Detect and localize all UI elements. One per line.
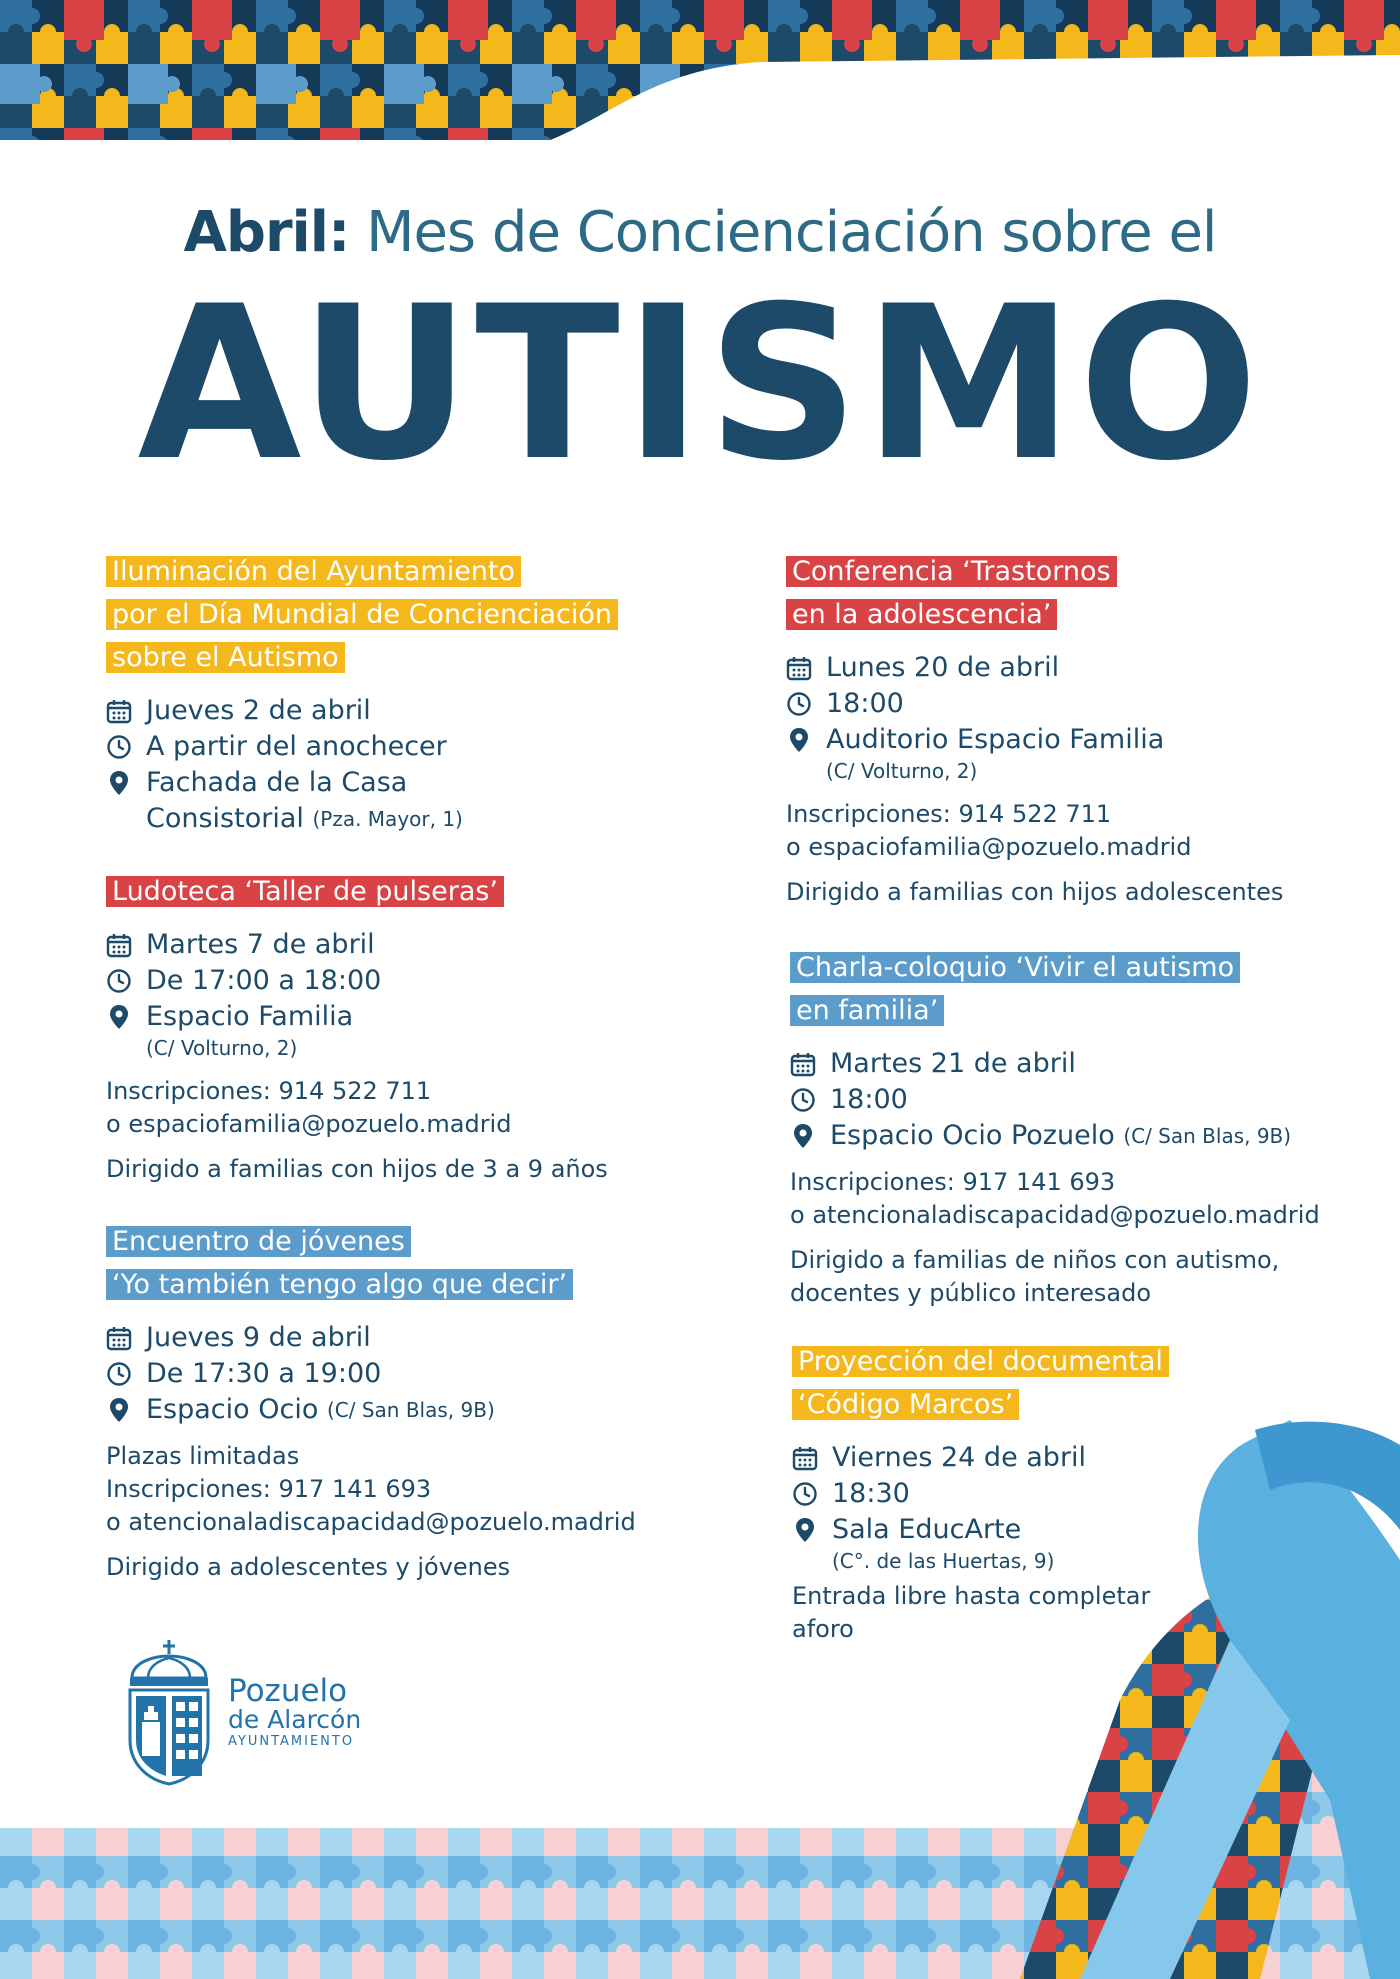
event-place (106, 999, 666, 1035)
audience-line: docentes y público interesado (790, 1279, 1152, 1307)
event-date (790, 1046, 1370, 1082)
calendar-icon (790, 1051, 816, 1077)
event-encuentro-jovenes (106, 1222, 706, 1584)
event-charla-coloquio (790, 948, 1370, 1310)
registration-phone: Inscripciones: 917 141 693 (790, 1168, 1116, 1196)
event-time-text: 18:00 (830, 1084, 908, 1115)
event-time (786, 686, 1346, 722)
event-title (786, 552, 1346, 638)
clock-icon (786, 691, 812, 717)
logo-line-3: AYUNTAMIENTO (228, 1734, 355, 1749)
logo-line-2: de Alarcón (228, 1705, 362, 1734)
page-title: AUTISMO (137, 260, 1263, 507)
event-title-line: Iluminación del Ayuntamiento (106, 556, 521, 587)
event-audience (106, 1551, 706, 1584)
event-time (106, 963, 666, 999)
event-time-text: 18:30 (832, 1478, 910, 1509)
event-date (106, 1320, 706, 1356)
event-place (786, 722, 1346, 758)
audience-line: aforo (792, 1615, 854, 1643)
event-date-text: Martes 21 de abril (830, 1048, 1076, 1079)
event-title-line: ‘Código Marcos’ (792, 1389, 1019, 1420)
calendar-icon (106, 1325, 132, 1351)
location-pin-icon (106, 1397, 132, 1423)
event-place-text: Fachada de la Casa (146, 767, 408, 798)
clock-icon (106, 734, 132, 760)
event-title-line: en familia’ (790, 995, 944, 1026)
event-date-text: Lunes 20 de abril (826, 652, 1060, 683)
location-pin-icon (792, 1517, 818, 1543)
audience-line: Dirigido a familias de niños con autismo, (790, 1246, 1280, 1274)
event-title-line: Conferencia ‘Trastornos (786, 556, 1117, 587)
event-date-text: Jueves 2 de abril (146, 695, 371, 726)
event-title (106, 1222, 706, 1308)
event-date (792, 1440, 1192, 1476)
event-place-detail: (C/ Volturno, 2) (826, 759, 978, 783)
title-month: Abril: (183, 200, 350, 265)
event-place (106, 1392, 706, 1428)
clock-icon (106, 968, 132, 994)
event-registration (106, 1075, 666, 1141)
event-time-text: De 17:30 a 19:00 (146, 1358, 382, 1389)
logo-text (228, 1675, 361, 1751)
event-time (106, 1356, 706, 1392)
event-time (792, 1476, 1192, 1512)
event-audience (792, 1580, 1192, 1646)
audience-line: Dirigido a familias con hijos de 3 a 9 años (106, 1155, 608, 1183)
event-iluminacion (106, 552, 666, 837)
registration-email: o atencionaladiscapacidad@pozuelo.madrid (790, 1201, 1320, 1229)
event-time-text: 18:00 (826, 688, 904, 719)
clock-icon (790, 1087, 816, 1113)
page-subtitle (0, 200, 1400, 265)
event-place-text: Espacio Familia (146, 1001, 354, 1032)
event-title-line: Encuentro de jóvenes (106, 1226, 411, 1257)
event-time (790, 1082, 1370, 1118)
audience-line: Dirigido a adolescentes y jóvenes (106, 1553, 511, 1581)
event-title-line: por el Día Mundial de Concienciación (106, 599, 618, 630)
location-pin-icon (790, 1123, 816, 1149)
event-place-line2: Consistorial (146, 803, 304, 834)
event-title (790, 948, 1370, 1034)
registration-phone: Inscripciones: 914 522 711 (106, 1077, 432, 1105)
location-pin-icon (106, 1004, 132, 1030)
audience-line: Dirigido a familias con hijos adolescentes (786, 878, 1284, 906)
registration-email: o espaciofamilia@pozuelo.madrid (106, 1110, 512, 1138)
location-pin-icon (106, 770, 132, 796)
logo-line-1: Pozuelo (228, 1673, 348, 1709)
event-time-text: De 17:00 a 18:00 (146, 965, 382, 996)
event-registration (106, 1440, 706, 1539)
event-date-text: Martes 7 de abril (146, 929, 375, 960)
event-title-line: Charla-coloquio ‘Vivir el autismo (790, 952, 1240, 983)
event-title (106, 552, 666, 681)
event-title-line: sobre el Autismo (106, 642, 345, 673)
event-title-line: Ludoteca ‘Taller de pulseras’ (106, 876, 504, 907)
registration-note: Plazas limitadas (106, 1442, 300, 1470)
event-place-text: Sala EducArte (832, 1514, 1022, 1545)
event-time-text: A partir del anochecer (146, 731, 447, 762)
event-date (106, 927, 666, 963)
event-place-text: Espacio Ocio Pozuelo (830, 1120, 1115, 1151)
registration-phone: Inscripciones: 917 141 693 (106, 1475, 432, 1503)
event-audience (106, 1153, 666, 1186)
audience-line: Entrada libre hasta completar (792, 1582, 1151, 1610)
event-ludoteca (106, 872, 666, 1186)
event-title-line: Proyección del documental (792, 1346, 1169, 1377)
event-date-text: Jueves 9 de abril (146, 1322, 371, 1353)
event-title (106, 872, 666, 915)
event-place-detail: (C/ Volturno, 2) (146, 1036, 298, 1060)
event-date-text: Viernes 24 de abril (832, 1442, 1087, 1473)
event-date (106, 693, 666, 729)
clock-icon (106, 1361, 132, 1387)
event-conferencia (786, 552, 1346, 909)
calendar-icon (786, 655, 812, 681)
event-place-detail: (Pza. Mayor, 1) (312, 807, 463, 831)
event-registration (790, 1166, 1370, 1232)
event-audience (786, 876, 1346, 909)
event-date (786, 650, 1346, 686)
clock-icon (792, 1481, 818, 1507)
event-place-detail: (C°. de las Huertas, 9) (832, 1549, 1055, 1573)
registration-phone: Inscripciones: 914 522 711 (786, 800, 1112, 828)
event-registration (786, 798, 1346, 864)
coat-of-arms-icon (124, 1640, 214, 1786)
municipal-logo (124, 1640, 361, 1786)
calendar-icon (106, 698, 132, 724)
event-title-line: ‘Yo también tengo algo que decir’ (106, 1269, 573, 1300)
calendar-icon (792, 1445, 818, 1471)
event-title (792, 1342, 1192, 1428)
event-place (792, 1512, 1192, 1548)
registration-email: o espaciofamilia@pozuelo.madrid (786, 833, 1192, 861)
event-place (106, 765, 666, 801)
event-place-detail: (C/ San Blas, 9B) (1123, 1124, 1292, 1148)
calendar-icon (106, 932, 132, 958)
event-audience (790, 1244, 1370, 1310)
registration-email: o atencionaladiscapacidad@pozuelo.madrid (106, 1508, 636, 1536)
event-proyeccion-documental (792, 1342, 1192, 1646)
event-place-text: Espacio Ocio (146, 1394, 319, 1425)
event-place-continued (106, 801, 666, 837)
event-place-detail: (C/ San Blas, 9B) (326, 1398, 495, 1422)
event-time (106, 729, 666, 765)
event-place-text: Auditorio Espacio Familia (826, 724, 1165, 755)
event-title-line: en la adolescencia’ (786, 599, 1057, 630)
event-place (790, 1118, 1370, 1154)
location-pin-icon (786, 727, 812, 753)
title-rest: Mes de Concienciación sobre el (366, 200, 1217, 265)
